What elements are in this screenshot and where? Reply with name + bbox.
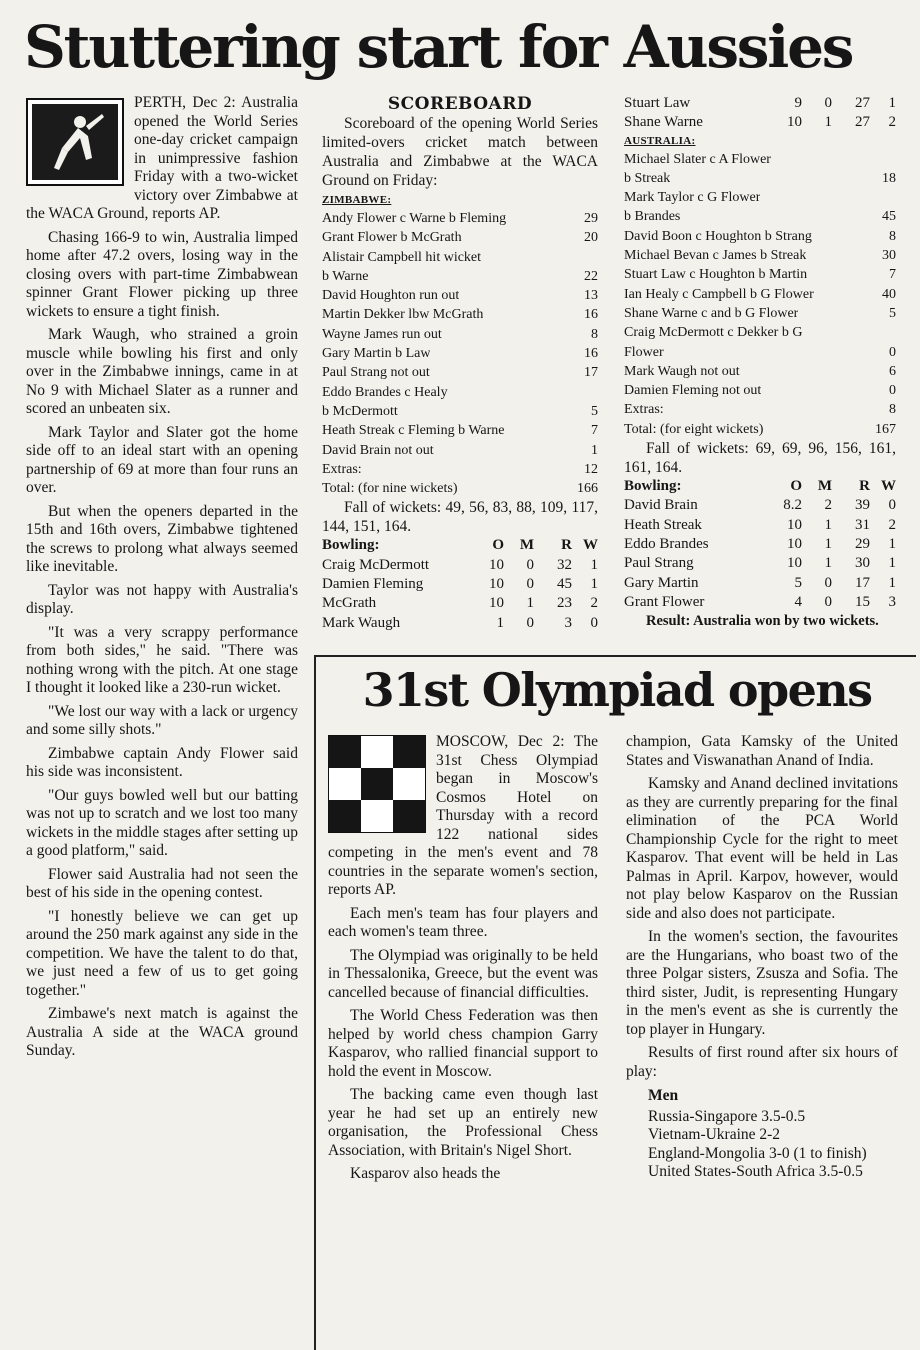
bowler-name: Shane Warne	[624, 114, 703, 131]
batsman-name: Damien Fleming not out	[624, 383, 762, 399]
cricket-paragraph: Chasing 166-9 to win, Australia limped home after 47.2 overs, losing way in the closing overs with part-time Zimbabwean spinner Grant Flower picking up three wickets to ensure a tight finish.	[26, 228, 298, 320]
bowling-figure: 0	[590, 614, 598, 631]
scoreboard-title: SCOREBOARD	[387, 94, 533, 114]
bowler-name: Paul Strang	[624, 555, 694, 572]
bowling-figure: 0	[526, 614, 534, 631]
batting-row	[624, 343, 896, 362]
cricket-paragraph: But when the openers departed in the 15th and 16th overs, Zimbabwe tightened the screws to prolong what always seemed like inevitable.	[26, 502, 298, 575]
batsman-runs: 8	[591, 326, 598, 342]
bowling-figure: 4	[794, 593, 802, 610]
batsman-name: Mark Taylor c G Flower	[624, 190, 761, 206]
bowling-figure: 32	[557, 556, 572, 573]
bowling-figure: 29	[855, 535, 870, 552]
batsman-name: Gary Martin b Law	[322, 346, 431, 362]
batsman-runs: 45	[882, 209, 896, 225]
batting-row	[624, 150, 896, 169]
bowling-row	[322, 594, 598, 613]
bowling-figure: 1	[888, 574, 896, 591]
bowling-header-cell: O	[790, 478, 802, 495]
chess-paragraph: MOSCOW, Dec 2: The 31st Chess Olympiad began in Moscow's Cosmos Hotel on Thursday with a record 122 national sides competing in the men's event and 78 countries in the separate women's section, reports AP.	[328, 733, 598, 898]
bowling-figure: 1	[526, 595, 534, 612]
chess-paragraph: Results of first round after six hours of play:	[626, 1044, 898, 1080]
cricket-paragraph: "I honestly believe we can get up around the 250 mark against any side in the competition. We have the talent to do that, we just need a few of us to get going together."	[26, 907, 298, 999]
bowling-row	[624, 113, 896, 132]
bowling-figure: 9	[794, 95, 802, 111]
bowling-figure: 39	[855, 497, 870, 514]
bowling-figure: 2	[888, 516, 896, 533]
batsman-name: Heath Streak c Fleming b Warne	[322, 423, 505, 439]
bowling-figure: 45	[557, 576, 572, 593]
cricket-paragraph: "We lost our way with a lack or urgency and some silly shots."	[26, 702, 298, 738]
bowling-row	[624, 574, 896, 593]
batsman-icon	[32, 104, 118, 180]
batsman-name: b Streak	[624, 170, 671, 186]
batsman-name: Extras:	[624, 402, 664, 418]
australia-fall-of-wickets: Fall of wickets: 69, 69, 96, 156, 161, 161, 164.	[624, 440, 896, 477]
bowling-row	[624, 593, 896, 612]
batsman-runs: 0	[889, 383, 896, 399]
batsman-name: b Warne	[322, 268, 369, 284]
batting-row	[322, 325, 598, 344]
batting-row	[322, 286, 598, 305]
cricketer-logo	[26, 98, 124, 186]
bowling-figure: 17	[855, 574, 870, 591]
batsman-name: Total: (for eight wickets)	[624, 421, 764, 437]
batsman-runs: 5	[591, 403, 598, 419]
bowling-header-row	[624, 477, 896, 496]
scoreboard-intro: Scoreboard of the opening World Series limited-overs cricket match between Australia and Zimbabwe at the WACA Ground on Friday:	[322, 115, 598, 189]
australia-batting-list	[624, 150, 896, 439]
bowler-name: David Brain	[624, 497, 698, 514]
batsman-runs: 16	[584, 307, 598, 323]
result-line: Vietnam-Ukraine 2-2	[648, 1126, 781, 1143]
batsman-name: b Brandes	[624, 209, 681, 225]
batsman-name: Andy Flower c Warne b Fleming	[322, 211, 507, 226]
batting-row	[322, 344, 598, 363]
bowling-figure: 0	[526, 556, 534, 573]
chess-paragraph: The World Chess Federation was then helped by world chess champion Garry Kasparov, who rallied financial support to hold the event in Moscow.	[328, 1007, 598, 1080]
bowling-figure: 30	[855, 555, 870, 572]
bowling-figure: 15	[855, 593, 870, 610]
batsman-runs: 20	[584, 230, 598, 246]
batting-row	[322, 363, 598, 382]
batting-row	[322, 305, 598, 324]
batsman-name: Grant Flower b McGrath	[322, 230, 462, 246]
batting-row	[624, 265, 896, 284]
cricket-paragraph: Zimbabwe captain Andy Flower said his side was inconsistent.	[26, 744, 298, 780]
bowling-header-cell: Bowling:	[322, 537, 380, 554]
batsman-name: Stuart Law c Houghton b Martin	[624, 267, 808, 283]
bowling-header-cell: Bowling:	[624, 478, 682, 495]
batting-row	[624, 362, 896, 381]
bowling-figure: 27	[855, 95, 870, 111]
chess-story-column	[328, 733, 598, 1350]
chess-paragraph: Kamsky and Anand declined invitations as they are currently preparing for the final elimination of the PCA World Championship Cycle for the right to meet Kasparov. That event will be held in Las Palmas in April. Karpov, however, would not play below Kasparov on the Russian side and also does not participate.	[626, 775, 898, 922]
cricket-headline: Stuttering start for Aussies	[24, 13, 853, 81]
batting-row	[624, 420, 896, 439]
cricket-paragraph: Zimbawe's next match is against the Australia A side at the WACA ground Sunday.	[26, 1005, 298, 1059]
bowling-header-cell: M	[817, 478, 832, 495]
bowling-row	[322, 614, 598, 633]
batsman-name: Wayne James run out	[322, 326, 442, 342]
bowler-name: Gary Martin	[624, 574, 699, 591]
bowling-figure: 5	[794, 574, 802, 591]
bowling-figure: 1	[824, 555, 832, 572]
batting-row	[624, 188, 896, 207]
batsman-runs: 7	[889, 267, 896, 283]
batting-row	[624, 323, 896, 342]
bowling-figure: 10	[787, 114, 802, 131]
batting-row	[322, 479, 598, 498]
bowling-row	[624, 516, 896, 535]
batting-row	[624, 207, 896, 226]
batsman-runs: 22	[584, 268, 598, 284]
bowling-header-cell: W	[583, 537, 598, 554]
batting-row	[322, 248, 598, 267]
bowling-figure: 1	[496, 614, 504, 631]
australia-bowling-table-continued	[624, 94, 896, 133]
bowling-figure: 1	[888, 95, 896, 111]
batsman-name: David Houghton run out	[322, 288, 460, 304]
batsman-name: b McDermott	[322, 403, 398, 419]
batting-row	[624, 169, 896, 188]
cricket-paragraph: "It was a very scrappy performance from both sides," he said. "There was nothing wrong with the pitch. At one stage I thought it looked like a 230-run wicket.	[26, 623, 298, 696]
batting-row	[322, 228, 598, 247]
bowling-figure: 0	[824, 593, 832, 610]
batting-row	[624, 246, 896, 265]
bowling-row	[624, 94, 896, 113]
batsman-name: Martin Dekker lbw McGrath	[322, 307, 484, 323]
cricket-paragraph: Taylor was not happy with Australia's display.	[26, 581, 298, 617]
batsman-runs: 17	[584, 365, 598, 381]
batting-row	[624, 285, 896, 304]
cricket-paragraph: Mark Taylor and Slater got the home side off to an ideal start with an opening partnership of 69 at more than four runs an over.	[26, 423, 298, 496]
australia-label: AUSTRALIA:	[624, 134, 696, 147]
batsman-name: Alistair Campbell hit wicket	[322, 249, 482, 265]
batsman-name: Extras:	[322, 461, 362, 477]
bowling-row	[322, 575, 598, 594]
bowling-figure: 10	[489, 576, 504, 593]
chess-paragraph: In the women's section, the favourites are the Hungarians, who boast two of the three Polgar sisters, Zsusza and Sofia. The third sister, Judit, is representing Hungary in the men's event as she is currently the top player in Hungary.	[626, 928, 898, 1038]
chess-story-column-continued	[626, 733, 898, 1350]
batsman-runs: 29	[584, 211, 598, 226]
bowling-figure: 10	[787, 535, 802, 552]
batsman-runs: 13	[584, 288, 598, 304]
cricket-paragraph: "Our guys bowled well but our batting was not up to scratch and we lost too many wickets in the middle stages after setting up a good platform," said.	[26, 786, 298, 859]
scoreboard-column-australia	[624, 94, 896, 650]
chess-paragraph: champion, Gata Kamsky of the United States and Viswanathan Anand of India.	[626, 733, 898, 769]
bowling-header-cell: W	[881, 478, 896, 495]
bowling-figure: 27	[855, 114, 870, 131]
bowling-figure: 0	[526, 576, 534, 593]
bowling-figure: 10	[489, 556, 504, 573]
batsman-runs: 16	[584, 346, 598, 362]
bowling-figure: 0	[888, 497, 896, 514]
bowling-figure: 1	[824, 516, 832, 533]
batsman-name: Mark Waugh not out	[624, 363, 740, 379]
bowling-row	[624, 535, 896, 554]
cricket-story-column	[26, 94, 298, 1350]
bowling-header-cell: R	[561, 537, 572, 554]
bowling-header-cell: O	[492, 537, 504, 554]
batsman-runs: 8	[889, 402, 896, 418]
cricket-paragraph: Flower said Australia had not seen the best of his side in the opening contest.	[26, 865, 298, 901]
batting-row	[624, 400, 896, 419]
bowler-name: Stuart Law	[624, 95, 691, 111]
bowling-figure: 2	[888, 114, 896, 131]
bowling-figure: 1	[824, 535, 832, 552]
result-line: Russia-Singapore 3.5-0.5	[648, 1107, 806, 1125]
batting-row	[322, 402, 598, 421]
bowling-figure: 1	[590, 556, 598, 573]
batsman-runs: 30	[882, 248, 896, 264]
chess-paragraph: Each men's team has four players and each women's team three.	[328, 904, 598, 940]
bowling-header-row	[322, 536, 598, 555]
cricket-paragraph: PERTH, Dec 2: Australia opened the World Series one-day cricket campaign in unimpressive fashion Friday with a two-wicket victory over Zimbabwe at the WACA Ground, reports AP.	[26, 94, 298, 222]
batsman-name: Total: (for nine wickets)	[322, 481, 458, 497]
batsman-runs: 40	[882, 286, 896, 302]
bowling-figure: 2	[590, 595, 598, 612]
bowler-name: Eddo Brandes	[624, 535, 709, 552]
batting-row	[322, 209, 598, 228]
batsman-name: David Boon c Houghton b Strang	[624, 228, 812, 244]
bowling-figure: 1	[590, 576, 598, 593]
results-men-label: Men	[648, 1087, 679, 1104]
batting-row	[322, 383, 598, 402]
bowling-figure: 10	[787, 555, 802, 572]
bowling-figure: 10	[787, 516, 802, 533]
chessboard-logo	[328, 735, 426, 833]
batsman-runs: 12	[584, 461, 598, 477]
batting-row	[322, 267, 598, 286]
bowling-row	[322, 556, 598, 575]
bowling-figure: 2	[824, 497, 832, 514]
bowler-name: Mark Waugh	[322, 614, 401, 631]
bowler-name: McGrath	[322, 595, 377, 612]
bowling-figure: 31	[855, 516, 870, 533]
batsman-runs: 18	[882, 170, 896, 186]
batting-row	[624, 381, 896, 400]
zimbabwe-fall-of-wickets: Fall of wickets: 49, 56, 83, 88, 109, 117, 144, 151, 164.	[322, 499, 598, 536]
batsman-runs: 167	[875, 421, 896, 437]
scoreboard-column-zimbabwe	[322, 94, 598, 650]
batsman-runs: 6	[889, 363, 896, 379]
batsman-runs: 5	[889, 305, 896, 321]
bowling-figure: 0	[824, 95, 832, 111]
cricket-paragraph: Mark Waugh, who strained a groin muscle while bowling his first and only over in the Zimbabwe innings, came in at No 9 with Michael Slater as a runner and scored an unbeaten six.	[26, 326, 298, 417]
bowling-figure: 1	[824, 114, 832, 131]
batsman-name: Shane Warne c and b G Flower	[624, 305, 799, 321]
bowling-figure: 0	[824, 574, 832, 591]
batsman-runs: 7	[591, 423, 598, 439]
result-line: England-Mongolia 3-0 (1 to finish)	[648, 1144, 867, 1162]
bowling-figure: 3	[564, 614, 572, 631]
batsman-name: Flower	[624, 344, 664, 360]
batsman-name: Craig McDermott c Dekker b G	[624, 325, 803, 341]
batsman-name: Paul Strang not out	[322, 365, 430, 381]
result-line: United States-South Africa 3.5-0.5	[648, 1163, 863, 1180]
batsman-name: Michael Bevan c James b Streak	[624, 248, 807, 264]
chess-paragraph: Kasparov also heads the	[350, 1165, 501, 1182]
bowling-figure: 1	[888, 535, 896, 552]
australia-bowling-table	[322, 536, 598, 632]
bowling-figure: 23	[557, 595, 572, 612]
bowler-name: Damien Fleming	[322, 576, 424, 593]
bowler-name: Grant Flower	[624, 593, 705, 610]
bowling-header-cell: R	[859, 478, 870, 495]
batsman-name: Ian Healy c Campbell b G Flower	[624, 286, 814, 302]
bowler-name: Heath Streak	[624, 516, 702, 533]
batsman-runs: 166	[577, 481, 598, 497]
batting-row	[322, 460, 598, 479]
zimbabwe-batting-list	[322, 209, 598, 498]
bowling-figure: 10	[489, 595, 504, 612]
bowling-row	[624, 554, 896, 573]
batsman-runs: 8	[889, 228, 896, 244]
chess-paragraph: The Olympiad was originally to be held in Thessalonika, Greece, but the event was cancelled because of financial difficulties.	[328, 946, 598, 1001]
batting-row	[624, 304, 896, 323]
batting-row	[322, 441, 598, 460]
bowling-row	[624, 496, 896, 515]
batsman-name: Eddo Brandes c Healy	[322, 384, 448, 400]
batsman-name: Michael Slater c A Flower	[624, 151, 771, 167]
zimbabwe-bowling-table	[624, 477, 896, 612]
bowling-figure: 8.2	[783, 497, 802, 514]
bowling-figure: 1	[888, 555, 896, 572]
bowler-name: Craig McDermott	[322, 556, 430, 573]
batting-row	[624, 227, 896, 246]
batsman-runs: 1	[591, 442, 598, 458]
bowling-figure: 3	[888, 593, 896, 610]
zimbabwe-label: ZIMBABWE:	[322, 194, 392, 206]
batting-row	[322, 421, 598, 440]
batsman-runs: 0	[889, 344, 896, 360]
match-result: Result: Australia won by two wickets.	[646, 613, 879, 630]
bowling-header-cell: M	[519, 537, 534, 554]
chess-headline: 31st Olympiad opens	[362, 663, 872, 717]
chess-paragraph: The backing came even though last year he had set up an entirely new organisation, the Professional Chess Association, with Britain's Nigel Short.	[328, 1086, 598, 1159]
chess-box-left-rule	[314, 655, 316, 1350]
batsman-name: David Brain not out	[322, 442, 434, 458]
